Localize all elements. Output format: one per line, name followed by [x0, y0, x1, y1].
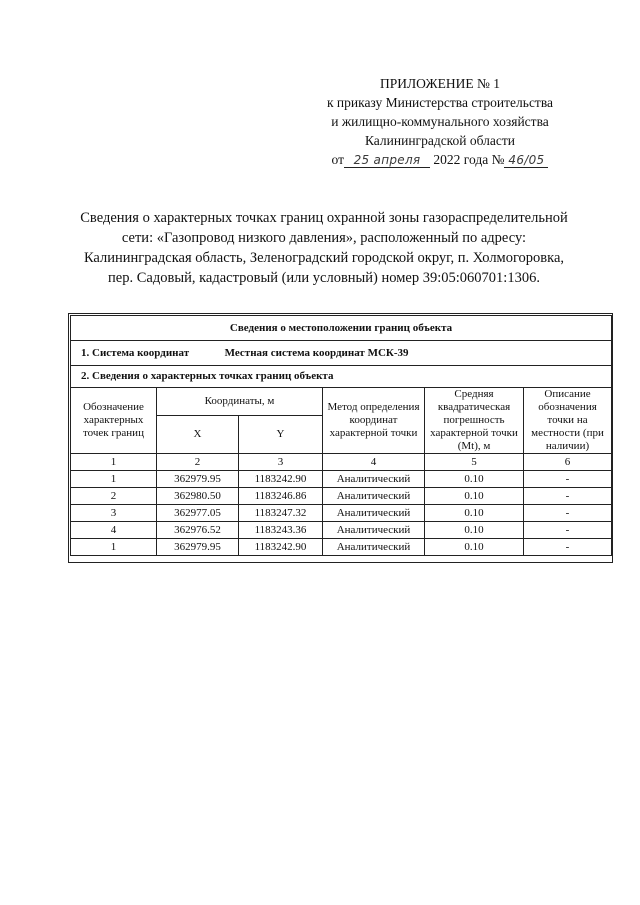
column-number: 4	[323, 454, 425, 471]
method-cell: Аналитический	[323, 522, 425, 539]
table-row	[71, 522, 612, 539]
x-cell: 362979.95	[157, 471, 239, 488]
col-x-header: X	[157, 416, 239, 454]
y-cell: 1183246.86	[239, 488, 323, 505]
column-number: 6	[524, 454, 612, 471]
table-row	[71, 505, 612, 522]
point-id-cell: 1	[71, 539, 157, 556]
error-cell: 0.10	[425, 522, 524, 539]
annex-date-handwritten: 25 апреля	[344, 153, 430, 168]
table-header: Сведения о местоположении границ объекта	[71, 316, 612, 341]
col-error-header: Средняя квадратическая погрешность характерной точки (Mt), м	[425, 388, 524, 454]
annex-line-1: к приказу Министерства строительства	[326, 95, 554, 110]
table-row	[71, 471, 612, 488]
document-title	[60, 208, 588, 288]
method-cell: Аналитический	[323, 539, 425, 556]
title-line-3: Калининградская область, Зеленоградский городской округ, п. Холмогоровка,	[83, 250, 565, 266]
annex-block	[290, 74, 590, 169]
table-row	[71, 488, 612, 505]
error-cell: 0.10	[425, 471, 524, 488]
description-cell: -	[524, 471, 612, 488]
title-line-2: сети: «Газопровод низкого давления», расположенный по адресу:	[121, 230, 527, 246]
section-2-label: 2. Сведения о характерных точках границ объекта	[71, 366, 612, 388]
column-numbers-row	[71, 454, 612, 471]
annex-title: ПРИЛОЖЕНИЕ № 1	[379, 76, 501, 91]
annex-year: 2022 года №	[433, 152, 505, 167]
method-cell: Аналитический	[323, 488, 425, 505]
annex-date-line	[290, 150, 590, 169]
description-cell: -	[524, 488, 612, 505]
title-line-4: пер. Садовый, кадастровый (или условный) номер 39:05:060701:1306.	[108, 270, 540, 286]
col-y-header: Y	[239, 416, 323, 454]
column-number: 2	[157, 454, 239, 471]
y-cell: 1183242.90	[239, 539, 323, 556]
point-id-cell: 1	[71, 471, 157, 488]
y-cell: 1183247.32	[239, 505, 323, 522]
col-desc-header: Описание обозначения точки на местности (при наличии)	[524, 388, 612, 454]
description-cell: -	[524, 539, 612, 556]
column-number: 5	[425, 454, 524, 471]
coordinate-system-label: 1. Система координат	[81, 346, 190, 359]
method-cell: Аналитический	[323, 505, 425, 522]
annex-line-3: Калининградской области	[364, 133, 516, 148]
error-cell: 0.10	[425, 488, 524, 505]
col-point-header: Обозначение характерных точек границ	[71, 388, 157, 454]
title-line-1: Сведения о характерных точках границ охранной зоны газораспределительной	[80, 210, 568, 226]
annex-line-2: и жилищно-коммунального хозяйства	[331, 114, 549, 129]
x-cell: 362977.05	[157, 505, 239, 522]
description-cell: -	[524, 522, 612, 539]
col-method-header: Метод определения координат характерной точки	[323, 388, 425, 454]
x-cell: 362979.95	[157, 539, 239, 556]
col-coords-header: Координаты, м	[157, 388, 323, 416]
description-cell: -	[524, 505, 612, 522]
point-id-cell: 4	[71, 522, 157, 539]
point-id-cell: 3	[71, 505, 157, 522]
y-cell: 1183242.90	[239, 471, 323, 488]
column-number: 3	[239, 454, 323, 471]
error-cell: 0.10	[425, 505, 524, 522]
annex-from: от	[331, 152, 345, 167]
x-cell: 362980.50	[157, 488, 239, 505]
error-cell: 0.10	[425, 539, 524, 556]
point-id-cell: 2	[71, 488, 157, 505]
boundary-points-table	[70, 315, 612, 556]
table-row	[71, 539, 612, 556]
method-cell: Аналитический	[323, 471, 425, 488]
coordinate-system-value: Местная система координат МСК-39	[224, 346, 409, 359]
y-cell: 1183243.36	[239, 522, 323, 539]
coordinate-system-row	[71, 341, 612, 366]
column-number: 1	[71, 454, 157, 471]
annex-number-handwritten: 46/05	[504, 153, 548, 168]
x-cell: 362976.52	[157, 522, 239, 539]
